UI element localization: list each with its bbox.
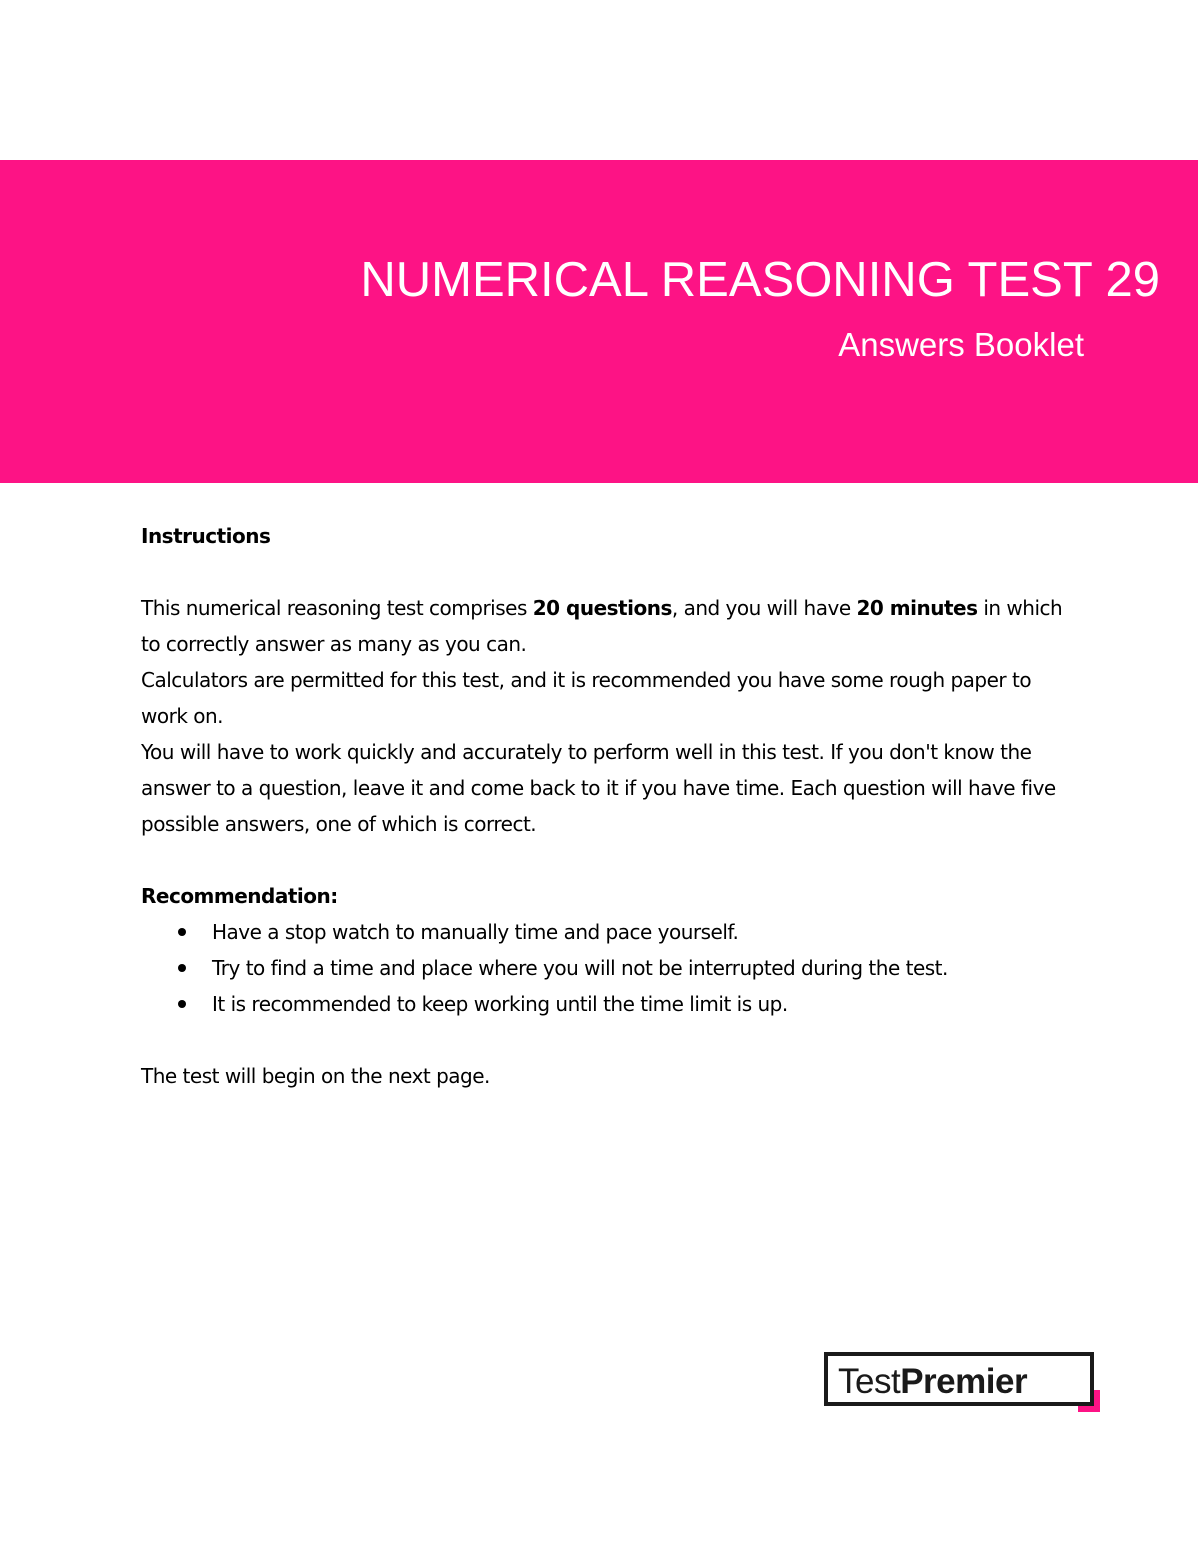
testpremier-logo (824, 1352, 1100, 1412)
list-item-text: Have a stop watch to manually time and pace yourself. (212, 920, 739, 944)
list-item-text: It is recommended to keep working until the time limit is up. (212, 992, 788, 1016)
time-limit: 20 minutes (856, 596, 978, 620)
list-item (141, 914, 1081, 950)
instructions-paragraph-1 (141, 590, 1081, 662)
instructions-section (141, 518, 1081, 1094)
logo-text-light: Test (838, 1362, 901, 1401)
spacer (141, 554, 1081, 590)
instructions-text: in which to correctly answer as many as you can. (141, 596, 1063, 656)
list-item (141, 986, 1081, 1022)
list-item-text: Try to find a time and place where you will not be interrupted during the test. (212, 956, 948, 980)
bullet-icon (178, 928, 186, 936)
logo-frame (824, 1352, 1094, 1406)
recommendation-list (141, 914, 1081, 1022)
instructions-paragraph-3: You will have to work quickly and accurately to perform well in this test. If you don't know the answer to a question, leave it and come back to it if you have time. Each question will have five possible answers, one of which is correct. (141, 740, 1056, 836)
instructions-heading: Instructions (141, 524, 271, 548)
instructions-text: , and you will have (671, 596, 857, 620)
bullet-icon (178, 964, 186, 972)
recommendation-heading: Recommendation: (141, 884, 338, 908)
header-banner (0, 160, 1198, 483)
logo-text-bold: Premier (900, 1362, 1028, 1401)
document-title: NUMERICAL REASONING TEST 29 (360, 253, 1160, 307)
logo-wordmark (838, 1362, 1027, 1402)
list-item (141, 950, 1081, 986)
instructions-paragraph-2: Calculators are permitted for this test, and it is recommended you have some rough paper to work on. (141, 668, 1032, 728)
spacer (141, 1022, 1081, 1058)
question-count: 20 questions (532, 596, 672, 620)
spacer (141, 842, 1081, 878)
instructions-text: This numerical reasoning test comprises (141, 596, 533, 620)
logo-accent-corner (1078, 1406, 1100, 1412)
bullet-icon (178, 1000, 186, 1008)
closing-text: The test will begin on the next page. (141, 1064, 490, 1088)
document-subtitle: Answers Booklet (838, 326, 1084, 363)
